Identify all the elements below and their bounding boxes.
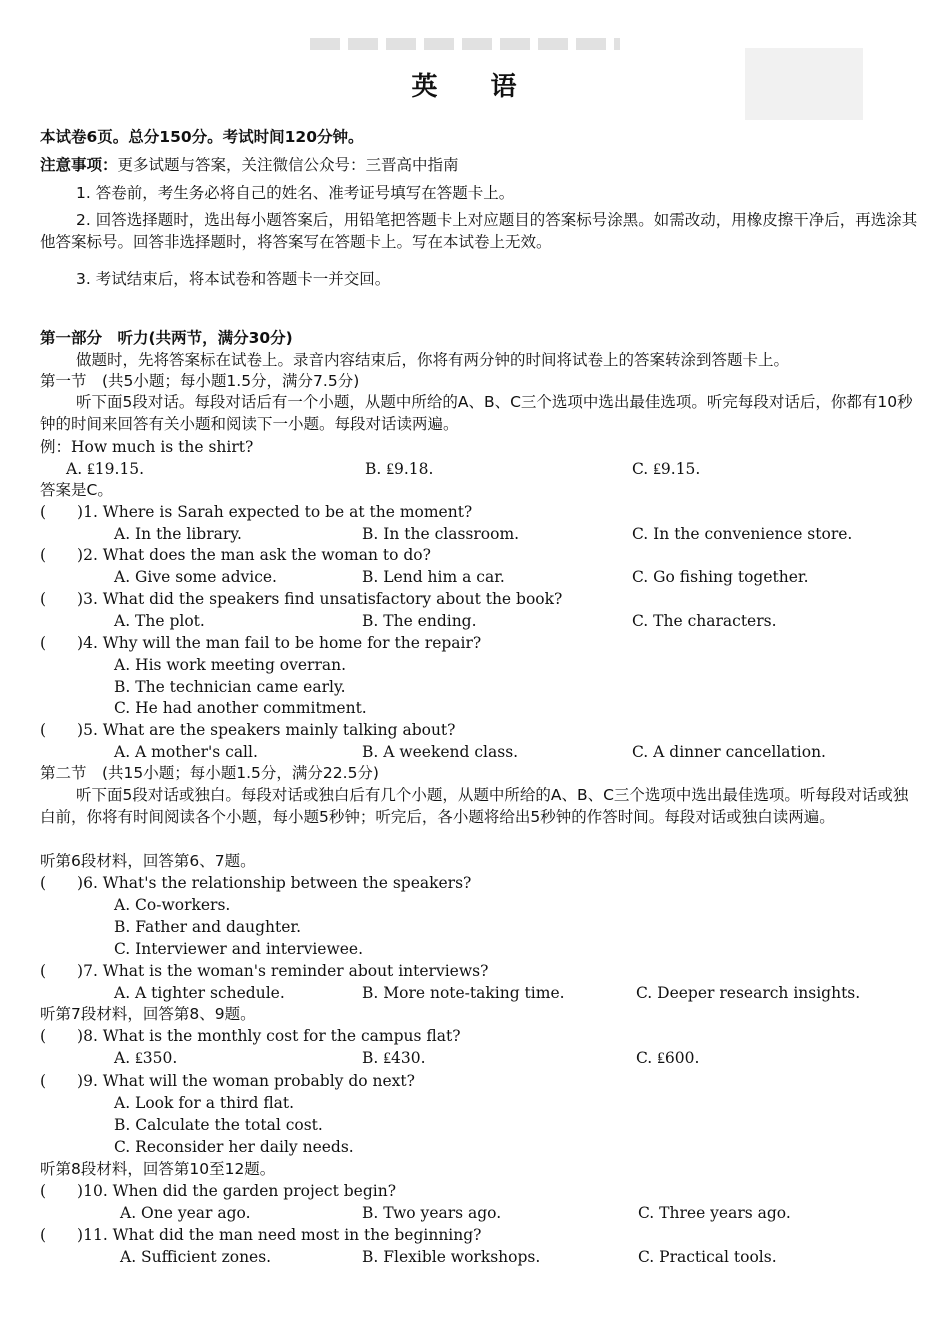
q9-option-c: C. Reconsider her daily needs. — [114, 1138, 354, 1156]
example-question: 例：How much is the shirt? — [40, 438, 254, 456]
q8-option-a: A. ₤350. — [114, 1049, 178, 1067]
q11-option-c: C. Practical tools. — [638, 1248, 777, 1266]
q9-option-b: B. Calculate the total cost. — [114, 1116, 323, 1134]
part1-intro: 做题时，先将答案标在试卷上。录音内容结束后，你将有两分钟的时间将试卷上的答案转涂到答题卡上。 — [76, 351, 790, 369]
question-3: ( )3. What did the speakers find unsatisfactory about the book? — [40, 590, 563, 608]
q3-option-a: A. The plot. — [114, 612, 205, 630]
q1-option-b: B. In the classroom. — [362, 525, 520, 543]
section1-intro: 听下面5段对话。每段对话后有一个小题，从题中所给的A、B、C三个选项中选出最佳选项。听完每段对话后，你都有10秒钟的时间来回答有关小题和阅读下一小题。每段对话读两遍。 — [40, 393, 913, 433]
question-10: ( )10. When did the garden project begin? — [40, 1182, 397, 1200]
question-7: ( )7. What is the woman's reminder about interviews? — [40, 962, 489, 980]
question-6: ( )6. What's the relationship between the speakers? — [40, 874, 472, 892]
question-11: ( )11. What did the man need most in the beginning? — [40, 1226, 482, 1244]
question-5: ( )5. What are the speakers mainly talking about? — [40, 721, 456, 739]
note-1: 1. 答卷前，考生务必将自己的姓名、准考证号填写在答题卡上。 — [76, 184, 515, 202]
q2-option-a: A. Give some advice. — [114, 568, 277, 586]
question-8: ( )8. What is the monthly cost for the campus flat? — [40, 1027, 461, 1045]
question-2: ( )2. What does the man ask the woman to do? — [40, 546, 431, 564]
q4-option-c: C. He had another commitment. — [114, 699, 367, 717]
note-2: 2. 回答选择题时，选出每小题答案后，用铅笔把答题卡上对应题目的答案标号涂黑。如需改动，用橡皮擦干净后，再选涂其他答案标号。回答非选择题时，将答案写在答题卡上。写在本试卷上无效。 — [40, 211, 918, 251]
page-title: 英 语 — [411, 72, 539, 102]
q7-option-a: A. A tighter schedule. — [114, 984, 285, 1002]
q5-option-b: B. A weekend class. — [362, 743, 519, 761]
q11-option-a: A. Sufficient zones. — [120, 1248, 272, 1266]
q7-option-b: B. More note-taking time. — [362, 984, 565, 1002]
faded-header-line — [310, 38, 620, 50]
q10-option-a: A. One year ago. — [120, 1204, 251, 1222]
part1-heading: 第一部分 听力(共两节，满分30分) — [40, 329, 293, 347]
q6-option-a: A. Co-workers. — [114, 896, 231, 914]
section1-heading: 第一节 (共5小题；每小题1.5分，满分7.5分) — [40, 372, 360, 390]
q1-option-a: A. In the library. — [114, 525, 242, 543]
section2-intro: 听下面5段对话或独白。每段对话或独白后有几个小题，从题中所给的A、B、C三个选项中选出最佳选项。听每段对话或独白前，你将有时间阅读各个小题，每小题5秒钟；听完后，各小题将给出5秒钟的作答时间。每段对话或独白读两遍。 — [40, 786, 909, 826]
notes-line — [40, 155, 459, 175]
q7-option-c: C. Deeper research insights. — [636, 984, 861, 1002]
q5-option-c: C. A dinner cancellation. — [632, 743, 826, 761]
q4-option-a: A. His work meeting overran. — [114, 656, 347, 674]
q6-option-c: C. Interviewer and interviewee. — [114, 940, 363, 958]
q11-option-b: B. Flexible workshops. — [362, 1248, 541, 1266]
example-option-b: B. ₤9.18. — [365, 460, 434, 478]
q9-option-a: A. Look for a third flat. — [114, 1094, 295, 1112]
q8-option-b: B. ₤430. — [362, 1049, 426, 1067]
material-7: 听第7段材料，回答第8、9题。 — [40, 1005, 256, 1023]
note-3: 3. 考试结束后，将本试卷和答题卡一并交回。 — [76, 270, 391, 288]
q8-option-c: C. ₤600. — [636, 1049, 700, 1067]
q2-option-b: B. Lend him a car. — [362, 568, 505, 586]
notes-extra: 更多试题与答案，关注微信公众号：三晋高中指南 — [117, 156, 459, 174]
q3-option-b: B. The ending. — [362, 612, 477, 630]
question-9: ( )9. What will the woman probably do next? — [40, 1072, 415, 1090]
material-6: 听第6段材料，回答第6、7题。 — [40, 852, 256, 870]
q10-option-c: C. Three years ago. — [638, 1204, 791, 1222]
example-option-c: C. ₤9.15. — [632, 460, 701, 478]
question-1: ( )1. Where is Sarah expected to be at the moment? — [40, 503, 473, 521]
example-answer: 答案是C。 — [40, 481, 113, 499]
q5-option-a: A. A mother's call. — [114, 743, 258, 761]
q4-option-b: B. The technician came early. — [114, 678, 346, 696]
section2-heading: 第二节 (共15小题；每小题1.5分，满分22.5分) — [40, 764, 379, 782]
notes-label: 注意事项： — [40, 156, 118, 174]
example-option-a: A. ₤19.15. — [66, 460, 145, 478]
question-4: ( )4. Why will the man fail to be home for the repair? — [40, 634, 482, 652]
q1-option-c: C. In the convenience store. — [632, 525, 853, 543]
q6-option-b: B. Father and daughter. — [114, 918, 302, 936]
q10-option-b: B. Two years ago. — [362, 1204, 502, 1222]
q3-option-c: C. The characters. — [632, 612, 777, 630]
exam-info: 本试卷6页。总分150分。考试时间120分钟。 — [40, 128, 364, 146]
material-8: 听第8段材料，回答第10至12题。 — [40, 1160, 276, 1178]
q2-option-c: C. Go fishing together. — [632, 568, 809, 586]
